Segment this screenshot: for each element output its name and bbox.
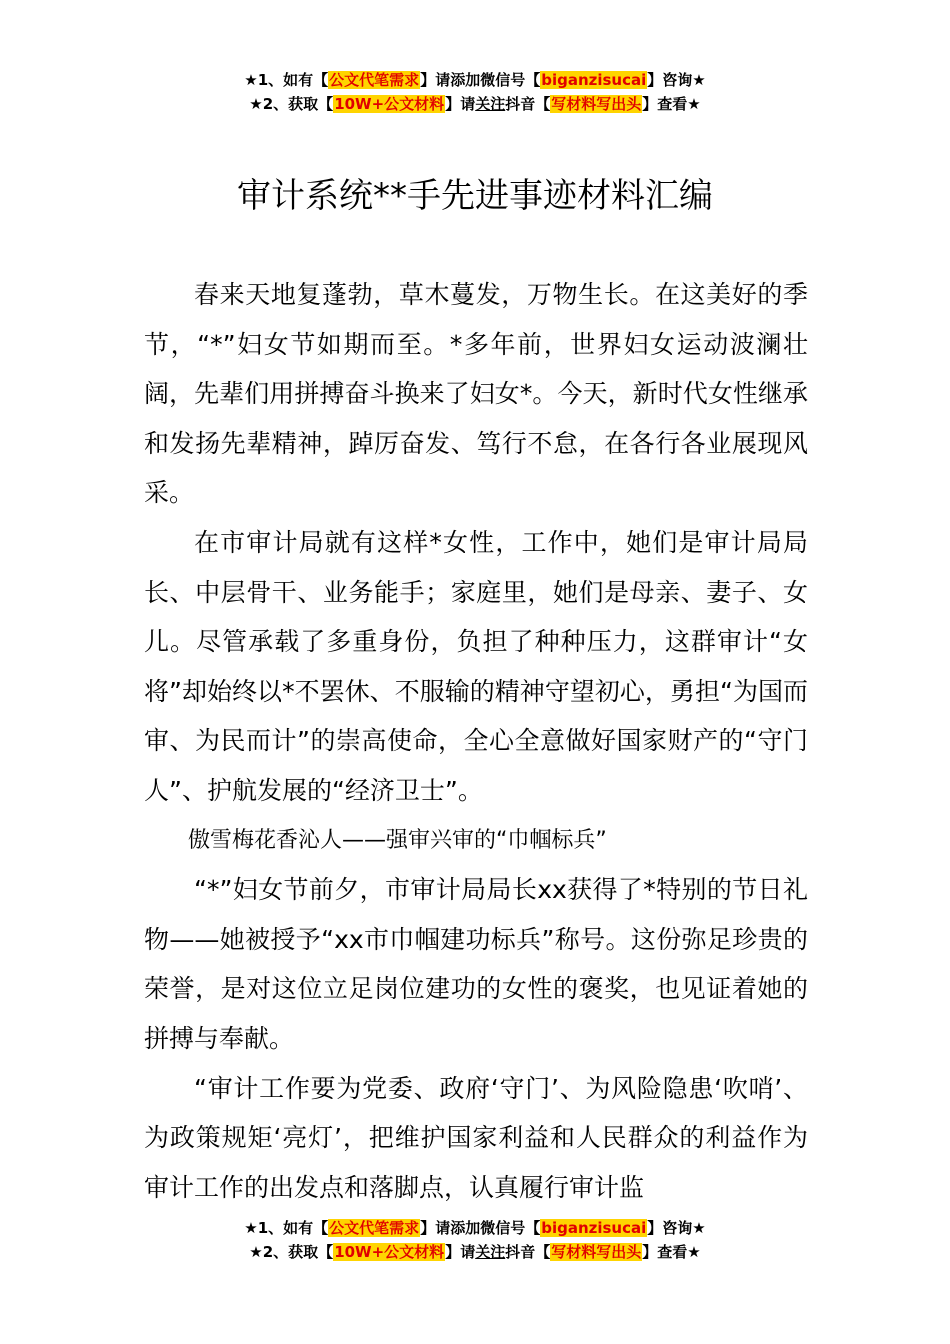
paragraph: “审计工作要为党委、政府‘守门’、为风险隐患‘吹哨’、为政策规矩‘亮灯’，把维护国家利益和人民群众的利益作为审计工作的出发点和落脚点，认真履行审计监 bbox=[144, 1073, 808, 1202]
highlight-account: 写材料写出头 bbox=[551, 1243, 642, 1261]
highlight-service: 公文代笔需求 bbox=[329, 71, 420, 89]
paragraph: “*”妇女节前夕，市审计局局长xx获得了*特别的节日礼物——她被授予“xx市巾帼建功标兵”称号。这份弥足珍贵的荣誉，是对这位立足岗位建功的女性的褒奖，也见证着她的拼搏与奉献。 bbox=[144, 875, 808, 1053]
header-banner bbox=[0, 68, 950, 116]
document-title: 审计系统**手先进事迹材料汇编 bbox=[237, 176, 713, 216]
highlight-wechat-id: biganzisucai bbox=[541, 1219, 647, 1237]
highlight-wechat-id: biganzisucai bbox=[541, 71, 647, 89]
highlight-service: 公文代笔需求 bbox=[329, 1219, 420, 1237]
underlined-follow: 关注 bbox=[475, 1243, 506, 1261]
highlight-materials: 10W+公文材料 bbox=[334, 1243, 445, 1261]
banner-line-1: ★1、如有【公文代笔需求】请添加微信号【biganzisucai】咨询★ bbox=[244, 1219, 706, 1237]
highlight-account: 写材料写出头 bbox=[551, 95, 642, 113]
document-body bbox=[144, 270, 808, 1212]
highlight-materials: 10W+公文材料 bbox=[334, 95, 445, 113]
footer-banner bbox=[0, 1216, 950, 1264]
paragraph: 春来天地复蓬勃，草木蔓发，万物生长。在这美好的季节，“*”妇女节如期而至。*多年前，世界妇女运动波澜壮阔，先辈们用拼搏奋斗换来了妇女*。今天，新时代女性继承和发扬先辈精神，踔厉奋发、笃行不怠，在各行各业展现风采。 bbox=[144, 280, 808, 508]
underlined-follow: 关注 bbox=[475, 95, 506, 113]
banner-line-1: ★1、如有【公文代笔需求】请添加微信号【biganzisucai】咨询★ bbox=[244, 71, 706, 89]
paragraph: 在市审计局就有这样*女性，工作中，她们是审计局局长、中层骨干、业务能手；家庭里，她们是母亲、妻子、女儿。尽管承载了多重身份，负担了种种压力，这群审计“女将”却始终以*不罢休、不服输的精神守望初心，勇担“为国而审、为民而计”的崇高使命，全心全意做好国家财产的“守门人”、护航发展的“经济卫士”。 bbox=[144, 527, 808, 805]
section-heading: 傲雪梅花香沁人——强审兴审的“巾帼标兵” bbox=[188, 827, 607, 853]
banner-line-2: ★2、获取【10W+公文材料】请关注抖音【写材料写出头】查看★ bbox=[249, 1243, 701, 1261]
banner-line-2: ★2、获取【10W+公文材料】请关注抖音【写材料写出头】查看★ bbox=[249, 95, 701, 113]
